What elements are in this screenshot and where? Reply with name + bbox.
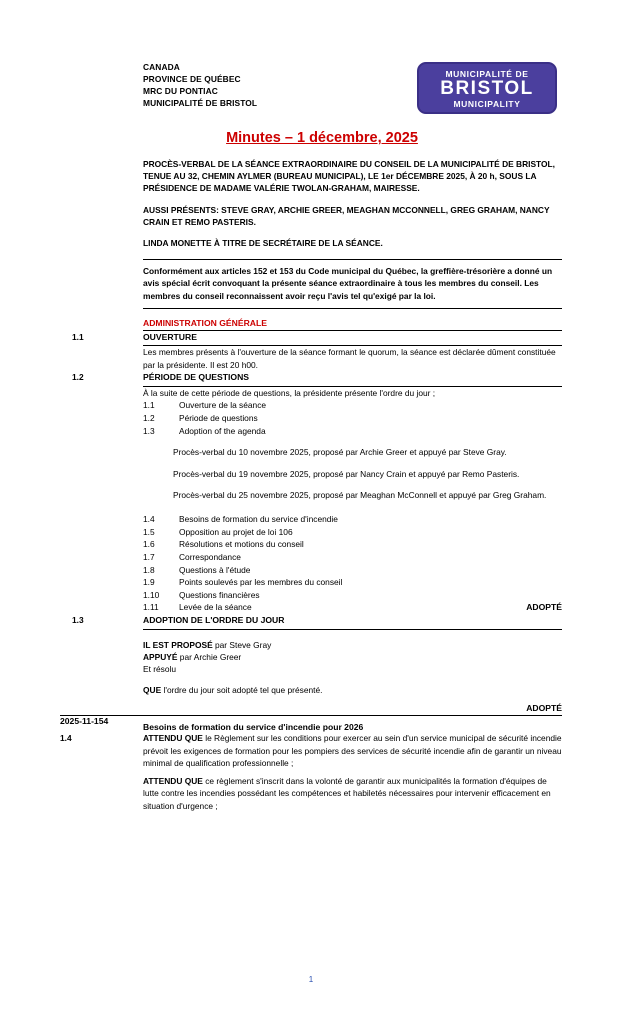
item-periode-questions-body — [60, 387, 562, 400]
agenda-item-number: 1.3 — [143, 425, 155, 436]
item-ouverture — [60, 331, 562, 346]
agenda-item-label: Levée de la séance — [179, 602, 252, 613]
clause-label: ATTENDU QUE — [143, 732, 203, 743]
agenda-list-item — [143, 526, 562, 539]
motion-que-line — [143, 684, 562, 696]
motion-seconded-name: par Archie Greer — [177, 651, 242, 662]
item-title: ADOPTION DE L'ORDRE DU JOUR — [143, 614, 562, 629]
agenda-item-number: 1.5 — [143, 526, 155, 537]
jurisdiction-line-3: MRC DU PONTIAC — [143, 85, 218, 96]
motion-que-label: QUE — [143, 685, 162, 696]
motion-que-text: l'ordre du jour soit adopté tel que présenté. — [161, 685, 323, 696]
agenda-list-item — [143, 399, 562, 412]
item-body-text: À la suite de cette période de questions, la présidente présente l'ordre du jour ; — [143, 387, 436, 398]
resolution-body — [60, 732, 562, 813]
jurisdiction-block — [143, 62, 257, 110]
agenda-item-number: 1.8 — [143, 564, 155, 575]
agenda-item-number: 1.1 — [143, 400, 155, 411]
clause-label: ATTENDU QUE — [143, 775, 203, 786]
agenda-minutes-paragraph: Procès-verbal du 10 novembre 2025, proposé par Archie Greer et appuyé par Steve Gray. — [173, 447, 507, 458]
motion-proposed-name: par Steve Gray — [212, 639, 272, 650]
agenda-item-label: Opposition au projet de loi 106 — [179, 526, 293, 537]
motion-seconded-label: APPUYÉ — [143, 651, 178, 662]
adopted-badge: ADOPTÉ — [526, 602, 562, 613]
adoption-adopted-row — [143, 702, 562, 714]
agenda-list-item — [143, 564, 562, 577]
secretary-paragraph: LINDA MONETTE À TITRE DE SECRÉTAIRE DE LA SÉANCE. — [143, 237, 383, 248]
agenda-list-item — [143, 412, 562, 425]
item-number: 1.2 — [72, 372, 84, 383]
item-title: PÉRIODE DE QUESTIONS — [143, 371, 562, 386]
agenda-list-item — [143, 425, 562, 438]
logo-line-main: BRISTOL — [440, 78, 534, 99]
legal-notice-box: Conformément aux articles 152 et 153 du Code municipal du Québec, la greffière-trésorière a donné un avis spécial écrit convoquant la présente séance extraordinaire à tous les membres du conseil. Les membres du conseil reconnaissent avoir reçu l'avis tel qu'exigé par la loi. — [143, 259, 562, 309]
agenda-list-item — [143, 538, 562, 551]
item-number: 1.3 — [72, 615, 84, 626]
item-adoption-ordre-du-jour — [60, 614, 562, 629]
item-title: OUVERTURE — [143, 331, 562, 346]
resolution-title: Besoins de formation du service d'incendie pour 2026 — [143, 721, 364, 732]
agenda-item-label: Adoption of the agenda — [179, 425, 266, 436]
agenda-item-number: 1.7 — [143, 551, 155, 562]
clause-text: le Règlement sur les conditions pour exercer au sein d'un service municipal de sécurité incendie prévoit les exigences de formation pour les pompiers des services de sécurité incendie afin de garantir un niveau minimal de qualification professionnelle ; — [143, 732, 562, 769]
clause-text: ce règlement s'inscrit dans la volonté de garantir aux municipalités la formation d'équipes de lutte contre les incendies possédant les compétences et habiletés nécessaires pour intervenir efficacement en situation d'urgence ; — [143, 775, 551, 811]
item-periode-questions — [60, 371, 562, 386]
motion-proposed-line — [143, 639, 562, 651]
agenda-list — [143, 399, 562, 614]
resolution-clause — [143, 732, 562, 770]
jurisdiction-line-4: MUNICIPALITÉ DE BRISTOL — [143, 97, 258, 108]
page-number: 1 — [308, 975, 314, 984]
attendees-paragraph: AUSSI PRÉSENTS: STEVE GRAY, ARCHIE GREER, MEAGHAN MCCONNELL, GREG GRAHAM, NANCY CRAIN ET REMO PASTERIS. — [143, 204, 550, 227]
agenda-list-item — [143, 589, 562, 602]
bristol-municipality-logo — [417, 62, 557, 114]
agenda-item-number: 1.11 — [143, 602, 159, 613]
motion-block — [143, 639, 562, 676]
agenda-item-number: 1.4 — [143, 514, 155, 525]
logo-line-bottom: MUNICIPALITY — [453, 98, 521, 109]
item-ouverture-body — [60, 346, 562, 371]
agenda-list-item — [143, 601, 562, 614]
page-title: Minutes – 1 décembre, 2025 — [226, 130, 418, 146]
section-heading-administration: ADMINISTRATION GÉNÉRALE — [143, 318, 562, 331]
resolution-clause — [143, 775, 562, 813]
resolution-item-number: 1.4 — [60, 732, 72, 743]
agenda-item-number: 1.6 — [143, 539, 155, 550]
agenda-minutes-paragraph: Procès-verbal du 19 novembre 2025, proposé par Nancy Crain et appuyé par Remo Pasteris. — [173, 468, 520, 479]
agenda-item-label: Ouverture de la séance — [179, 400, 267, 411]
agenda-item-label: Correspondance — [179, 551, 241, 562]
agenda-list-item — [143, 551, 562, 564]
resolution-header — [60, 715, 562, 732]
item-body-text: Les membres présents à l'ouverture de la séance formant le quorum, la séance est déclarée dûment constituée par la présidente. Il est 20 h00. — [143, 347, 556, 370]
agenda-item-label: Points soulevés par les membres du conseil — [179, 577, 343, 588]
agenda-item-label: Questions à l'étude — [179, 564, 251, 575]
document-header — [0, 0, 622, 114]
logo-line-top: MUNICIPALITÉ DE — [445, 69, 529, 79]
agenda-minutes-paragraph: Procès-verbal du 25 novembre 2025, proposé par Meaghan McConnell et appuyé par Greg Graham. — [173, 490, 547, 501]
agenda-list-item — [143, 513, 562, 526]
adopted-badge: ADOPTÉ — [526, 703, 562, 714]
motion-seconded-line — [143, 651, 562, 663]
agenda-item-number: 1.9 — [143, 577, 155, 588]
jurisdiction-line-2: PROVINCE DE QUÉBEC — [143, 73, 241, 84]
motion-resolved-line: Et résolu — [143, 664, 177, 675]
resolution-number: 2025-11-154 — [60, 715, 109, 726]
jurisdiction-line-1: CANADA — [143, 62, 180, 72]
agenda-item-label: Besoins de formation du service d'incendie — [179, 514, 338, 525]
agenda-item-number: 1.10 — [143, 589, 160, 600]
agenda-item-label: Période de questions — [179, 413, 258, 424]
agenda-item-number: 1.2 — [143, 413, 155, 424]
motion-proposed-label: IL EST PROPOSÉ — [143, 639, 213, 650]
meeting-details-paragraph: PROCÈS-VERBAL DE LA SÉANCE EXTRAORDINAIRE DU CONSEIL DE LA MUNICIPALITÉ DE BRISTOL, TENUE AU 32, CHEMIN AYLMER (BUREAU MUNICIPAL), LE 1er DÉCEMBRE 2025, À 20 h, SOUS LA PRÉSIDENCE DE MADAME VALÉRIE TWOLAN-GRAHAM, MAIRESSE. — [143, 159, 555, 194]
item-number: 1.1 — [72, 331, 84, 342]
agenda-item-label: Questions financières — [179, 589, 260, 600]
agenda-list-item — [143, 576, 562, 589]
agenda-item-label: Résolutions et motions du conseil — [179, 539, 304, 550]
